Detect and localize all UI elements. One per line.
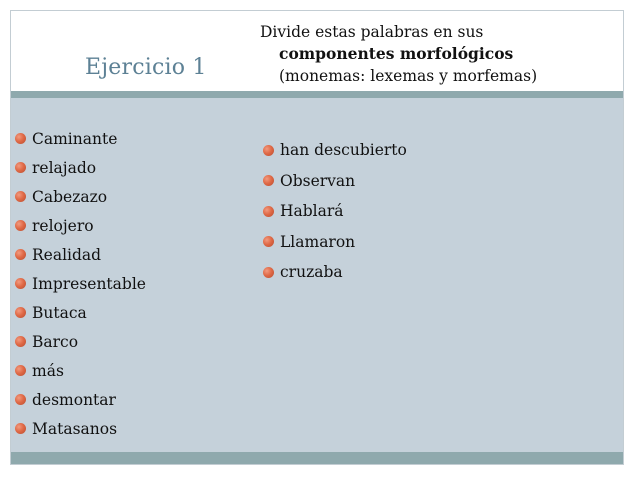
list-item xyxy=(263,196,407,227)
word-label: Caminante xyxy=(32,129,118,148)
list-item xyxy=(263,227,407,258)
instruction-line-3: (monemas: lexemas y morfemas) xyxy=(279,67,538,85)
bullet-dot-icon xyxy=(15,133,26,144)
word-label: cruzaba xyxy=(280,263,343,282)
instruction-line-1: Divide estas palabras en sus xyxy=(260,23,484,41)
bullet-dot-icon xyxy=(15,220,26,231)
bullet-dot-icon xyxy=(263,175,274,186)
word-label: Impresentable xyxy=(32,274,146,293)
word-label: más xyxy=(32,361,64,380)
list-item xyxy=(15,240,146,269)
word-label: Llamaron xyxy=(280,232,356,251)
bullet-dot-icon xyxy=(15,423,26,434)
list-item xyxy=(15,327,146,356)
list-item xyxy=(15,153,146,182)
bullet-dot-icon xyxy=(263,236,274,247)
word-label: Cabezazo xyxy=(32,187,108,206)
list-item xyxy=(15,414,146,443)
bullet-dot-icon xyxy=(15,191,26,202)
word-label: desmontar xyxy=(32,390,116,409)
bullet-dot-icon xyxy=(15,394,26,405)
bullet-dot-icon xyxy=(15,336,26,347)
list-item xyxy=(15,211,146,240)
list-item xyxy=(263,135,407,166)
bullet-dot-icon xyxy=(15,278,26,289)
slide xyxy=(10,10,624,465)
right-word-list xyxy=(263,135,407,288)
word-label: Butaca xyxy=(32,303,87,322)
word-label: relojero xyxy=(32,216,94,235)
title-rule xyxy=(11,91,623,98)
instruction-text xyxy=(260,21,537,87)
slide-title: Ejercicio 1 xyxy=(85,55,207,80)
bullet-dot-icon xyxy=(263,267,274,278)
word-label: relajado xyxy=(32,158,97,177)
list-item xyxy=(263,257,407,288)
list-item xyxy=(15,269,146,298)
word-label: Observan xyxy=(280,171,356,190)
bullet-dot-icon xyxy=(15,307,26,318)
bullet-dot-icon xyxy=(15,365,26,376)
bullet-dot-icon xyxy=(263,206,274,217)
word-label: Hablará xyxy=(280,202,344,221)
list-item xyxy=(15,124,146,153)
word-label: han descubierto xyxy=(280,141,407,160)
list-item xyxy=(15,356,146,385)
footer-band xyxy=(11,452,623,464)
bullet-dot-icon xyxy=(15,162,26,173)
word-label: Barco xyxy=(32,332,79,351)
bullet-dot-icon xyxy=(15,249,26,260)
left-word-list xyxy=(15,124,146,443)
bullet-dot-icon xyxy=(263,145,274,156)
list-item xyxy=(15,182,146,211)
instruction-line-2: componentes morfológicos xyxy=(279,44,514,63)
word-label: Matasanos xyxy=(32,419,118,438)
list-item xyxy=(15,385,146,414)
list-item xyxy=(15,298,146,327)
list-item xyxy=(263,166,407,197)
word-label: Realidad xyxy=(32,245,102,264)
